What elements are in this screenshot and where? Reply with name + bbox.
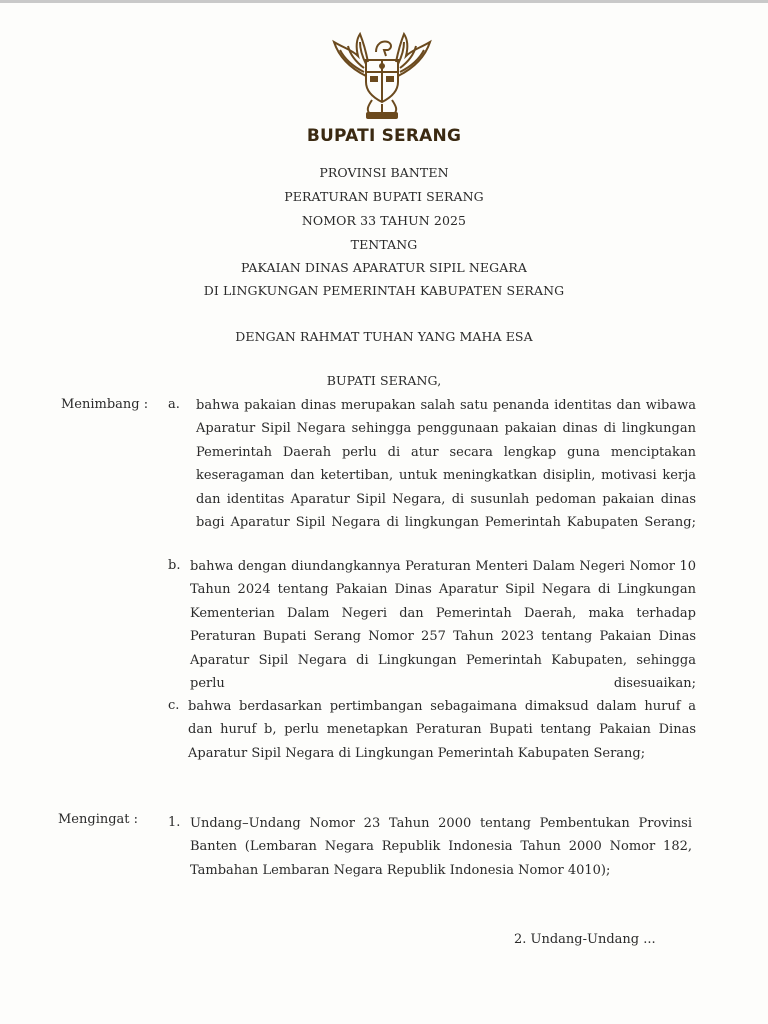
header-regulation: PERATURAN BUPATI SERANG (284, 189, 484, 204)
continuation-note: 2. Undang-Undang ... (514, 932, 656, 947)
header-province: PROVINSI BANTEN (319, 165, 449, 180)
menimbang-label: Menimbang : (61, 397, 149, 412)
mengingat-marker-1: 1. (168, 815, 181, 830)
header-subject-line-2: DI LINGKUNGAN PEMERINTAH KABUPATEN SERANG (203, 283, 565, 298)
header-number: NOMOR 33 TAHUN 2025 (301, 213, 467, 228)
document-title: BUPATI SERANG (306, 126, 462, 146)
garuda-emblem-icon (326, 30, 438, 122)
mengingat-label: Mengingat : (58, 812, 139, 827)
header-subject-line-1: PAKAIAN DINAS APARATUR SIPIL NEGARA (241, 260, 527, 275)
menimbang-item-a: bahwa pakaian dinas merupakan salah satu penanda identitas dan wibawa Aparatur Sipil Negara sehingga penggunaan pakaian dinas di lingkungan Pemerintah Daerah perlu di atur secara lengkap guna menciptakan keseragaman dan ketertiban, untuk meningkatkan disiplin, motivasi kerja dan identitas Aparatur Sipil Negara, di susunlah pedoman pakaian dinas bagi Aparatur Sipil Negara di lingkungan Pemerintah Kabupaten Serang; (196, 398, 696, 531)
invocation: DENGAN RAHMAT TUHAN YANG MAHA ESA (235, 329, 533, 344)
header-about: TENTANG (350, 237, 418, 252)
menimbang-marker-b: b. (168, 558, 181, 573)
menimbang-item-b: bahwa dengan diundangkannya Peraturan Menteri Dalam Negeri Nomor 10 Tahun 2024 tentang Pakaian Dinas Aparatur Sipil Negara di Lingkungan Kementerian Dalam Negeri dan Pemerintah Daerah, maka terhadap Peraturan Bupati Serang Nomor 257 Tahun 2023 tentang Pakaian Dinas Aparatur Sipil Negara di Lingkungan Pemerintah Kabupaten, sehingga perlu disesuaikan; (190, 559, 696, 692)
mengingat-item-1: Undang–Undang Nomor 23 Tahun 2000 tentang Pembentukan Provinsi Banten (Lembaran Negara Republik Indonesia Tahun 2000 Nomor 182, Tambahan Lembaran Negara Republik Indonesia Nomor 4010); (190, 816, 692, 878)
authority: BUPATI SERANG, (326, 373, 442, 388)
menimbang-marker-a: a. (168, 397, 180, 412)
page-top-edge (0, 0, 768, 3)
menimbang-item-c: bahwa berdasarkan pertimbangan sebagaimana dimaksud dalam huruf a dan huruf b, perlu menetapkan Peraturan Bupati tentang Pakaian Dinas Aparatur Sipil Negara di Lingkungan Pemerintah Kabupaten Serang; (188, 699, 696, 761)
menimbang-marker-c: c. (168, 698, 180, 713)
